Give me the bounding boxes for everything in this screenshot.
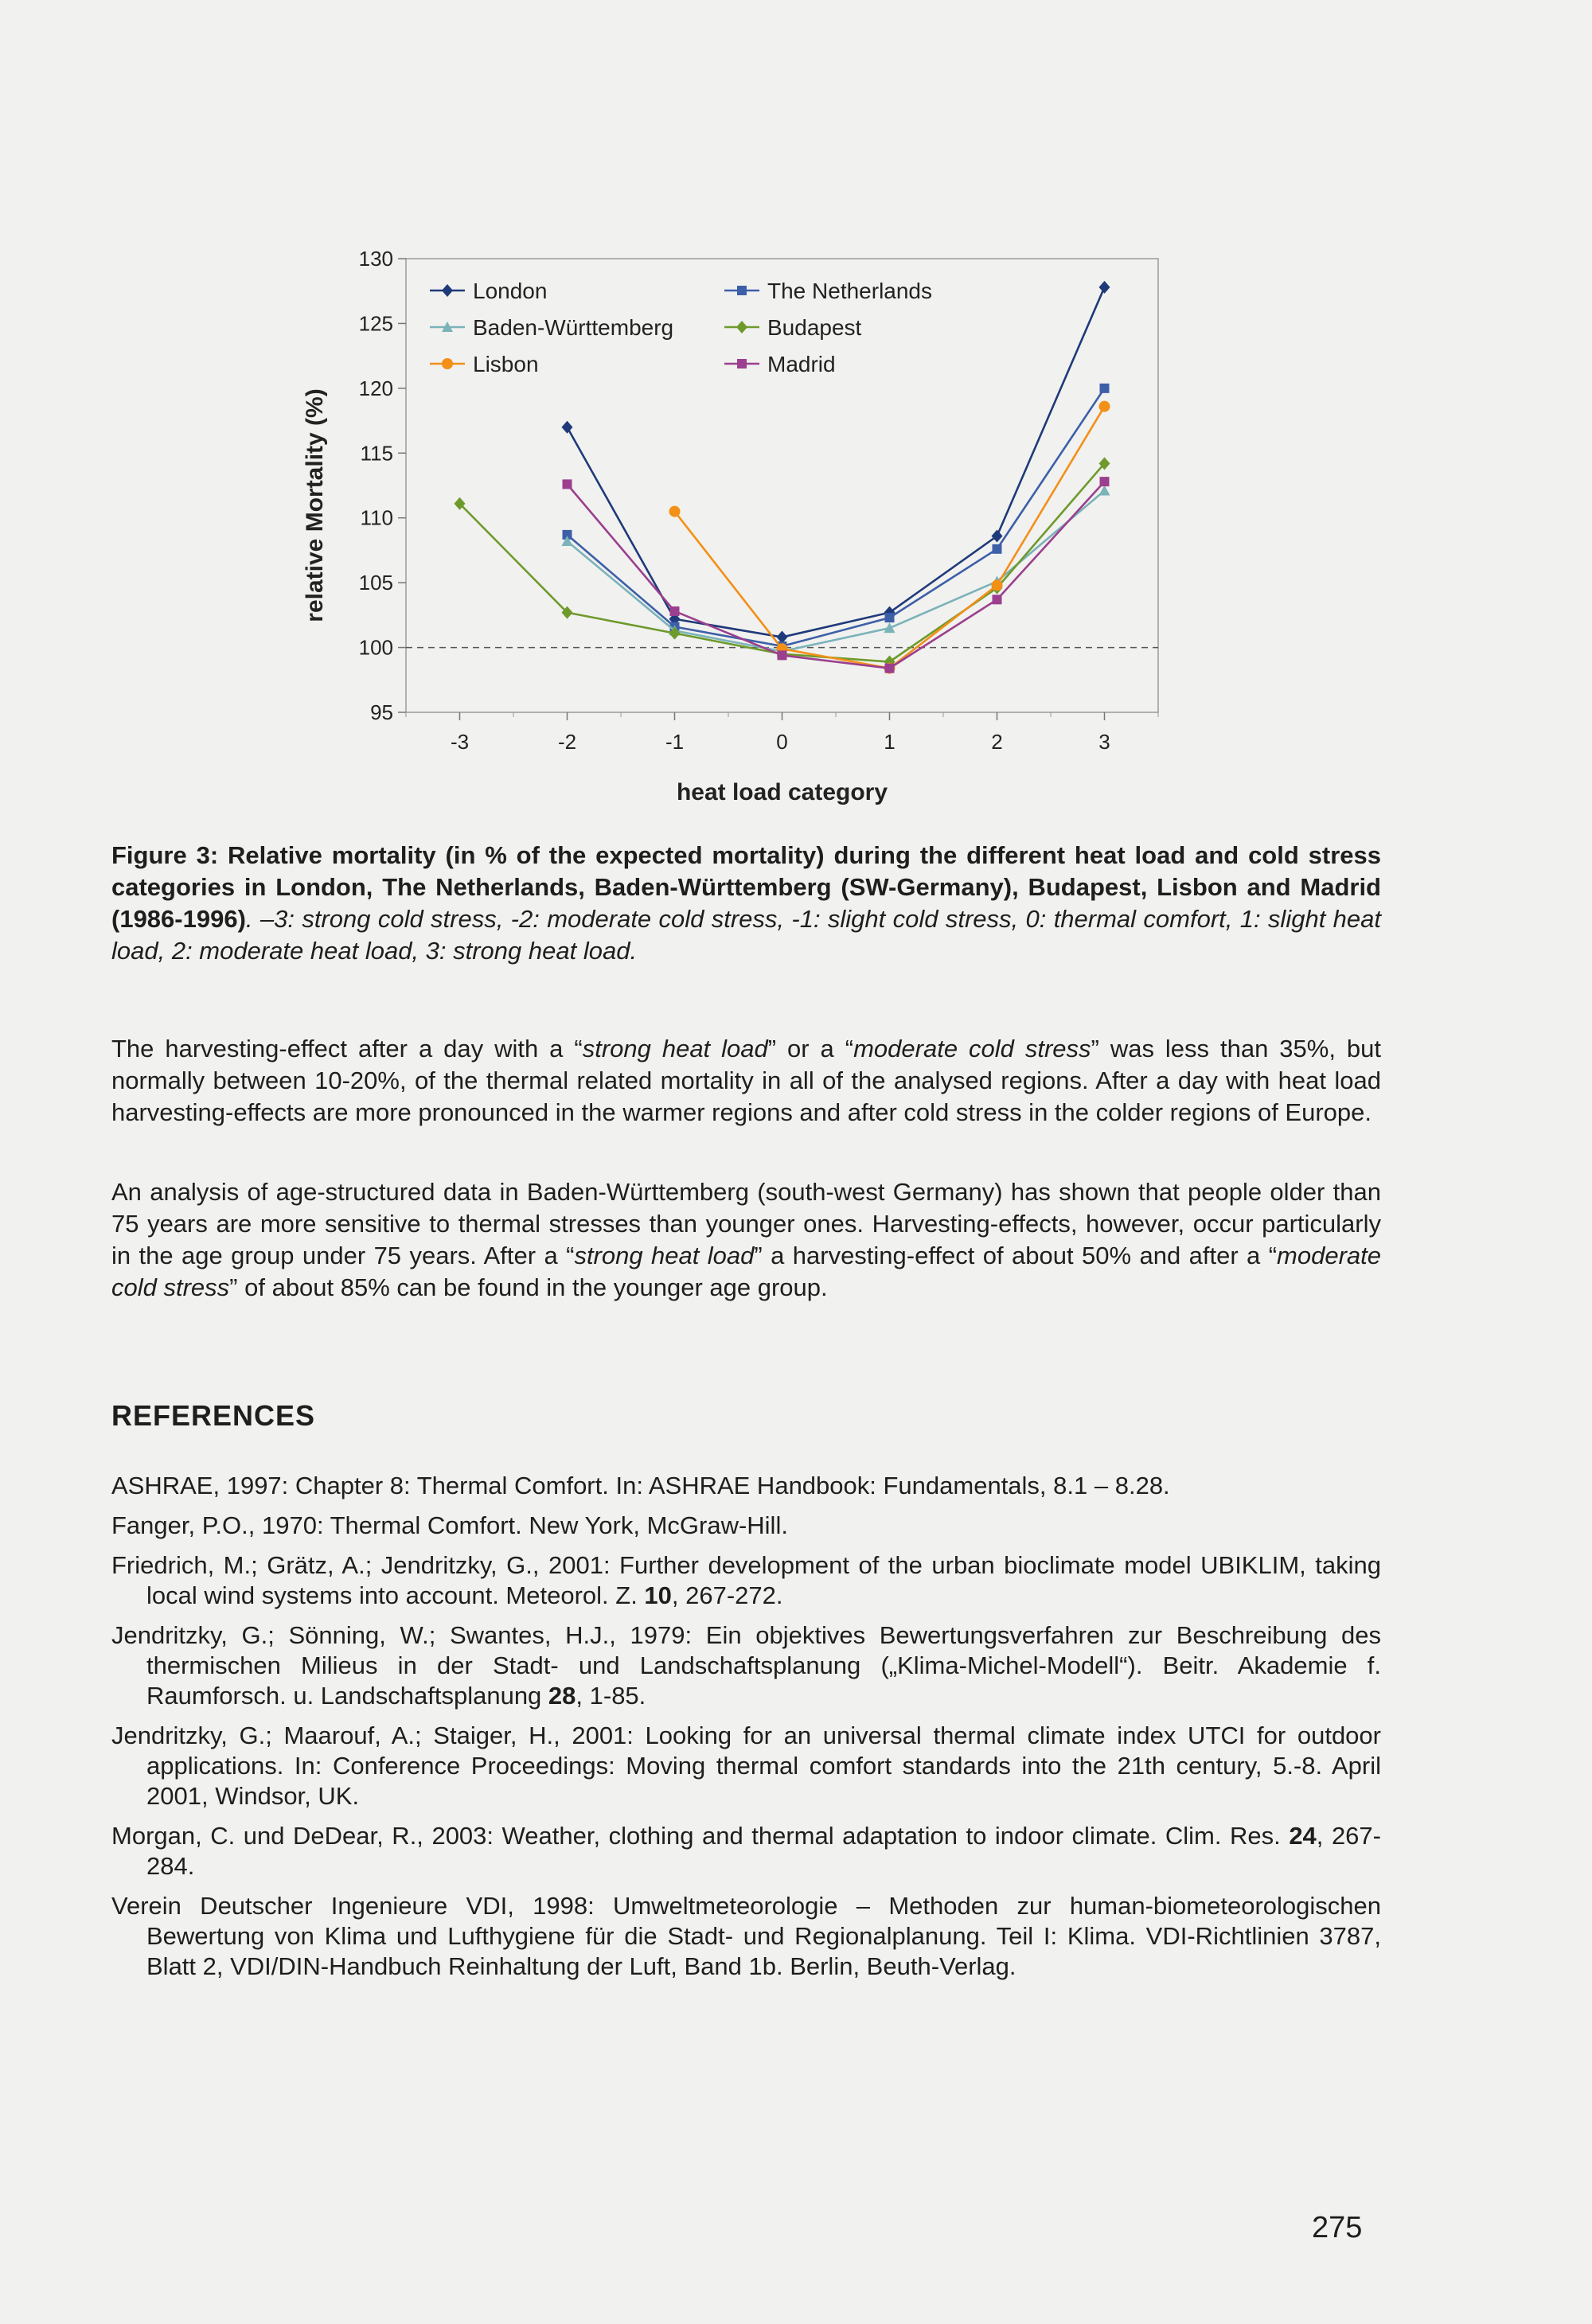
reference-item: Morgan, C. und DeDear, R., 2003: Weather, clothing and thermal adaptation to indoor climate. Clim. Res. 24, 267-284. <box>111 1822 1381 1880</box>
reference-item: ASHRAE, 1997: Chapter 8: Thermal Comfort. In: ASHRAE Handbook: Fundamentals, 8.1 – 8.28. <box>111 1472 1170 1499</box>
y-tick-label: 125 <box>358 311 393 336</box>
page-number: 275 <box>1312 2211 1363 2244</box>
y-tick-label: 110 <box>360 505 393 530</box>
y-tick-label: 100 <box>358 635 393 660</box>
data-point-london <box>992 530 1003 543</box>
caption-italic-text: . –3: strong cold stress, -2: moderate cold stress, -1: slight cold stress, 0: thermal comfort, 1: slight heat load, 2: moderate heat load, 3: strong heat load. <box>111 905 1381 965</box>
x-tick-label: -1 <box>665 730 685 754</box>
legend-marker-lisbon <box>442 358 453 369</box>
data-point-the-netherlands <box>1100 384 1110 393</box>
legend-label-baden-w-rttemberg: Baden-Württemberg <box>473 315 674 340</box>
x-tick-label: -2 <box>557 730 577 754</box>
x-tick-label: -3 <box>450 730 470 754</box>
legend-label-london: London <box>473 279 548 303</box>
data-point-madrid <box>778 650 787 660</box>
reference-item: Verein Deutscher Ingenieure VDI, 1998: Umweltmeteorologie – Methoden zur human-biometeorologischen Bewertung von Klima und Lufthygiene für die Stadt- und Regionalplanung. Teil I: Klima. VDI-Richtlinien 3787, Blatt 2, VDI/DIN-Handbuch Reinhaltung der Luft, Band 1b. Berlin, Beuth-Verlag. <box>111 1892 1381 1980</box>
reference-item: Fanger, P.O., 1970: Thermal Comfort. New York, McGraw-Hill. <box>111 1511 788 1539</box>
legend-marker-london <box>442 284 453 297</box>
data-point-madrid <box>563 479 572 489</box>
y-tick-label: 130 <box>358 247 393 271</box>
legend-label-madrid: Madrid <box>767 352 836 376</box>
data-point-madrid <box>993 595 1002 604</box>
y-tick-label: 120 <box>358 376 393 400</box>
x-tick-label: 2 <box>991 730 1003 754</box>
legend-marker-budapest <box>736 321 747 333</box>
x-tick-label: 0 <box>776 730 788 754</box>
p2-text-1: An analysis of age-structured data in Baden-Württemberg (south-west Germany) has shown that people older than 75 years are more sensitive to thermal stresses than younger ones. Harvesting-effects, however, occur particularly in the age group under 75 years. After a “ <box>111 1178 1381 1269</box>
body-paragraph-1 <box>111 1033 1381 1129</box>
data-point-the-netherlands <box>993 544 1002 554</box>
legend-marker-madrid <box>737 359 747 368</box>
reference-item: Friedrich, M.; Grätz, A.; Jendritzky, G., 2001: Further development of the urban bioclimate model UBIKLIM, taking local wind systems into account. Meteorol. Z. 10, 267-272. <box>111 1551 1381 1609</box>
p1-italic-1: strong heat load <box>582 1035 768 1063</box>
data-point-baden-w-rttemberg <box>884 622 896 633</box>
x-tick-label: 1 <box>884 730 896 754</box>
y-axis-title: relative Mortality (%) <box>302 388 328 622</box>
caption-bold-text: Relative mortality (in % of the expected mortality) during the different heat load and cold stress categories in London, The Netherlands, Baden-Württemberg (SW-Germany), Budapest, Lisbon and Madrid (1986-1996) <box>111 841 1381 933</box>
p2-italic-2: moderate cold stress <box>111 1242 1382 1301</box>
p2-italic-1: strong heat load <box>574 1242 755 1269</box>
figure-caption <box>111 840 1381 967</box>
data-point-the-netherlands <box>885 613 895 622</box>
mortality-line-chart <box>263 239 1258 812</box>
y-tick-label: 115 <box>360 441 393 466</box>
x-tick-label: 3 <box>1098 730 1110 754</box>
y-tick-label: 95 <box>370 700 393 724</box>
legend-label-lisbon: Lisbon <box>473 352 539 376</box>
references-heading: REFERENCES <box>111 1399 316 1432</box>
p1-text-2: ” or a “ <box>767 1035 854 1063</box>
data-point-london <box>562 421 573 434</box>
body-paragraph-2 <box>111 1176 1381 1304</box>
p1-italic-2: moderate cold stress <box>853 1035 1091 1063</box>
data-point-madrid <box>670 606 680 616</box>
data-point-madrid <box>1100 477 1110 486</box>
p2-text-2: ” a harvesting-effect of about 50% and after a “ <box>754 1242 1278 1269</box>
legend-label-budapest: Budapest <box>767 315 862 340</box>
legend-label-the-netherlands: The Netherlands <box>767 279 933 303</box>
caption-label: Figure 3: <box>111 841 219 869</box>
data-point-lisbon <box>669 506 681 517</box>
p1-text-1: The harvesting-effect after a day with a “ <box>111 1035 583 1063</box>
x-axis-title: heat load category <box>676 779 888 805</box>
legend-marker-the-netherlands <box>737 286 747 295</box>
y-tick-label: 105 <box>358 571 393 595</box>
data-point-madrid <box>885 664 895 673</box>
data-point-lisbon <box>992 579 1003 591</box>
data-point-london <box>1099 281 1110 294</box>
reference-list <box>111 1471 1381 1991</box>
reference-item: Jendritzky, G.; Sönning, W.; Swantes, H.J., 1979: Ein objektives Bewertungsverfahren zur Beschreibung des thermischen Milieus in der Stadt- und Landschaftsplanung („Klima-Michel-Modell“). Beitr. Akademie f. Raumforsch. u. Landschaftsplanung 28, 1-85. <box>111 1621 1381 1710</box>
reference-item: Jendritzky, G.; Maarouf, A.; Staiger, H., 2001: Looking for an universal thermal climate index UTCI for outdoor applications. In: Conference Proceedings: Moving thermal comfort standards into the 21th century, 5.-8. April 2001, Windsor, UK. <box>111 1722 1381 1810</box>
data-point-lisbon <box>1099 401 1110 412</box>
p2-text-3: ” of about 85% can be found in the younger age group. <box>229 1273 828 1301</box>
p1-text-3: ” was less than 35%, but normally between 10-20%, of the thermal related mortality in all of the analysed regions. After a day with heat load harvesting-effects are more pronounced in the warmer regions and after cold stress in the colder regions of Europe. <box>111 1035 1382 1126</box>
